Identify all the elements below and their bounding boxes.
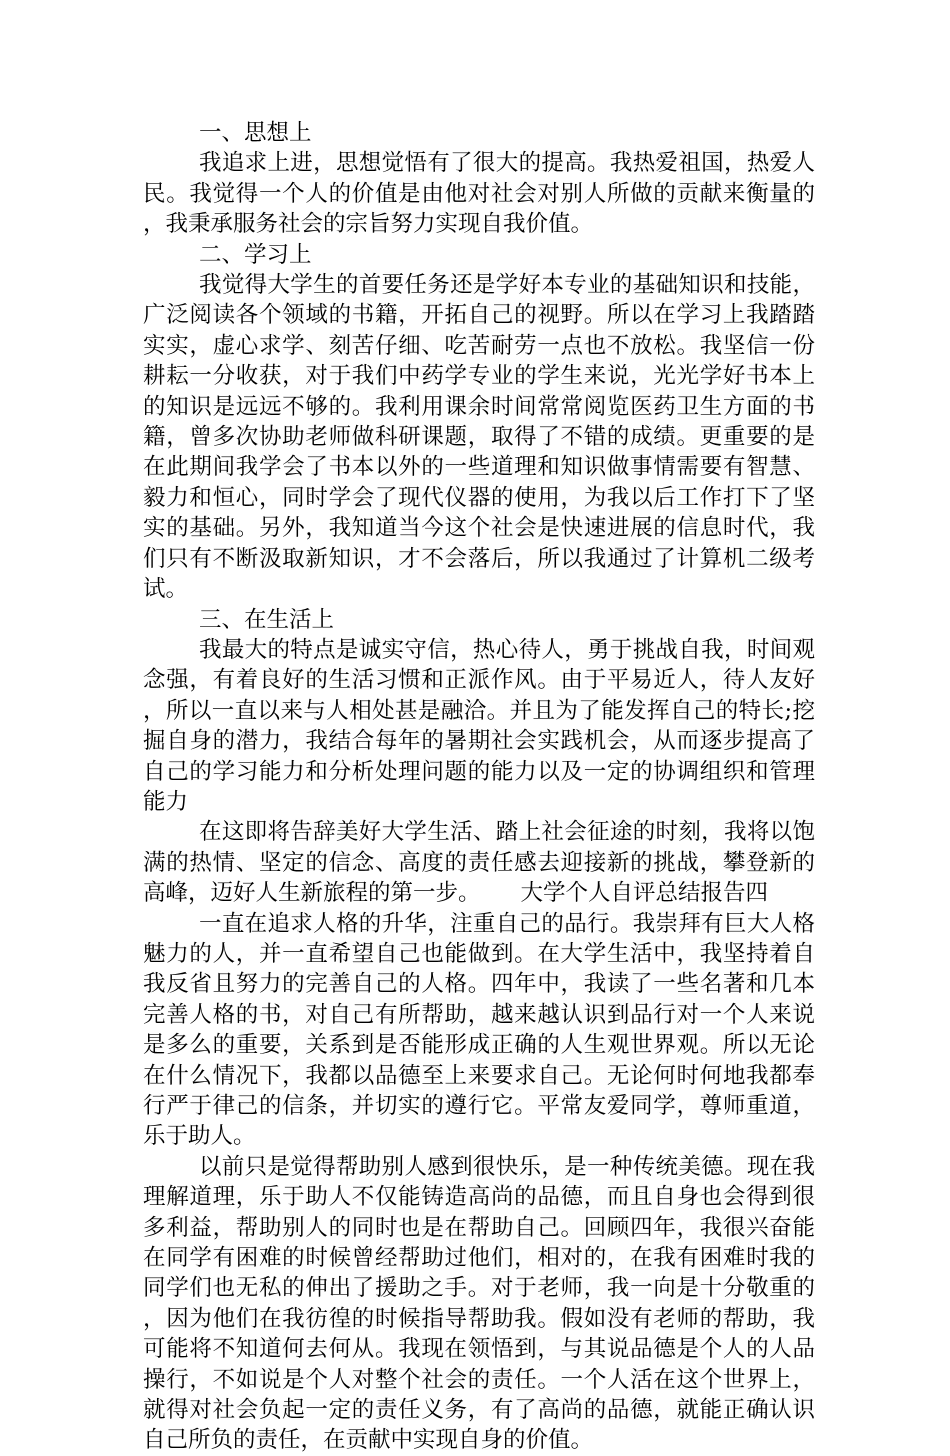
closing-paragraph-text: 在这即将告辞美好大学生活、踏上社会征途的时刻，我将以饱满的热情、坚定的信念、高度的责任感去迎接新的挑战，攀登新的高峰，迈好人生新旅程的第一步。 bbox=[143, 819, 815, 907]
report-four-title: 大学个人自评总结报告四 bbox=[520, 880, 769, 907]
section-heading-life: 三、在生活上 bbox=[199, 606, 335, 633]
section-paragraph-study: 我觉得大学生的首要任务还是学好本专业的基础知识和技能，广泛阅读各个领域的书籍，开拓自己的视野。所以在学习上我踏踏实实，虚心求学、刻苦仔细、吃苦耐劳一点也不放松。我坚信一份耕耘一分收获，对于我们中药学专业的学生来说，光光学好书本上的知识是远远不够的。我利用课余时间常常阅览医药卫生方面的书籍，曾多次协助老师做科研课题，取得了不错的成绩。更重要的是在此期间我学会了书本以外的一些道理和知识做事情需要有智慧、毅力和恒心，同时学会了现代仪器的使用，为我以后工作打下了坚实的基础。另外，我知道当今这个社会是快速进展的信息时代，我们只有不断汲取新知识，才不会落后，所以我通过了计算机二级考试。 bbox=[143, 272, 815, 603]
section-paragraph-thought: 我追求上进，思想觉悟有了很大的提高。我热爱祖国，热爱人民。我觉得一个人的价值是由他对社会对别人所做的贡献来衡量的，我秉承服务社会的宗旨努力实现自我价值。 bbox=[143, 150, 815, 238]
section-paragraph-life: 我最大的特点是诚实守信，热心待人，勇于挑战自我，时间观念强，有着良好的生活习惯和正派作风。由于平易近人，待人友好，所以一直以来与人相处甚是融洽。并且为了能发挥自己的特长;挖掘自身的潜力，我结合每年的暑期社会实践机会，从而逐步提高了自己的学习能力和分析处理问题的能力以及一定的协调组织和管理能力 bbox=[143, 636, 815, 815]
document-page bbox=[143, 118, 815, 1456]
section-heading-thought: 一、思想上 bbox=[199, 120, 312, 146]
section-heading-study: 二、学习上 bbox=[199, 241, 312, 268]
report-four-paragraph: 以前只是觉得帮助别人感到很快乐，是一种传统美德。现在我理解道理，乐于助人不仅能铸造高尚的品德，而且自身也会得到很多利益，帮助别人的同时也是在帮助自己。回顾四年，我很兴奋能在同学有困难的时候曾经帮助过他们，相对的，在我有困难时我的同学们也无私的伸出了援助之手。对于老师，我一向是十分敬重的，因为他们在我彷徨的时候指导帮助我。假如没有老师的帮助，我可能将不知道何去何从。我现在领悟到，与其说品德是个人的人品操行，不如说是个人对整个社会的责任。一个人活在这个世界上，就得对社会负起一定的责任义务，有了高尚的品德，就能正确认识自己所负的责任，在贡献中实现自身的价值。 bbox=[143, 1153, 815, 1454]
closing-paragraph bbox=[143, 817, 815, 908]
report-four-paragraph: 一直在追求人格的升华，注重自己的品行。我崇拜有巨大人格魅力的人，并一直希望自己也能做到。在大学生活中，我坚持着自我反省且努力的完善自己的人格。四年中，我读了一些名著和几本完善人格的书，对自己有所帮助，越来越认识到品行对一个人来说是多么的重要，关系到是否能形成正确的人生观世界观。所以无论在什么情况下，我都以品德至上来要求自己。无论何时何地我都奉行严于律己的信条，并切实的遵行它。平常友爱同学，尊师重道，乐于助人。 bbox=[143, 910, 815, 1150]
